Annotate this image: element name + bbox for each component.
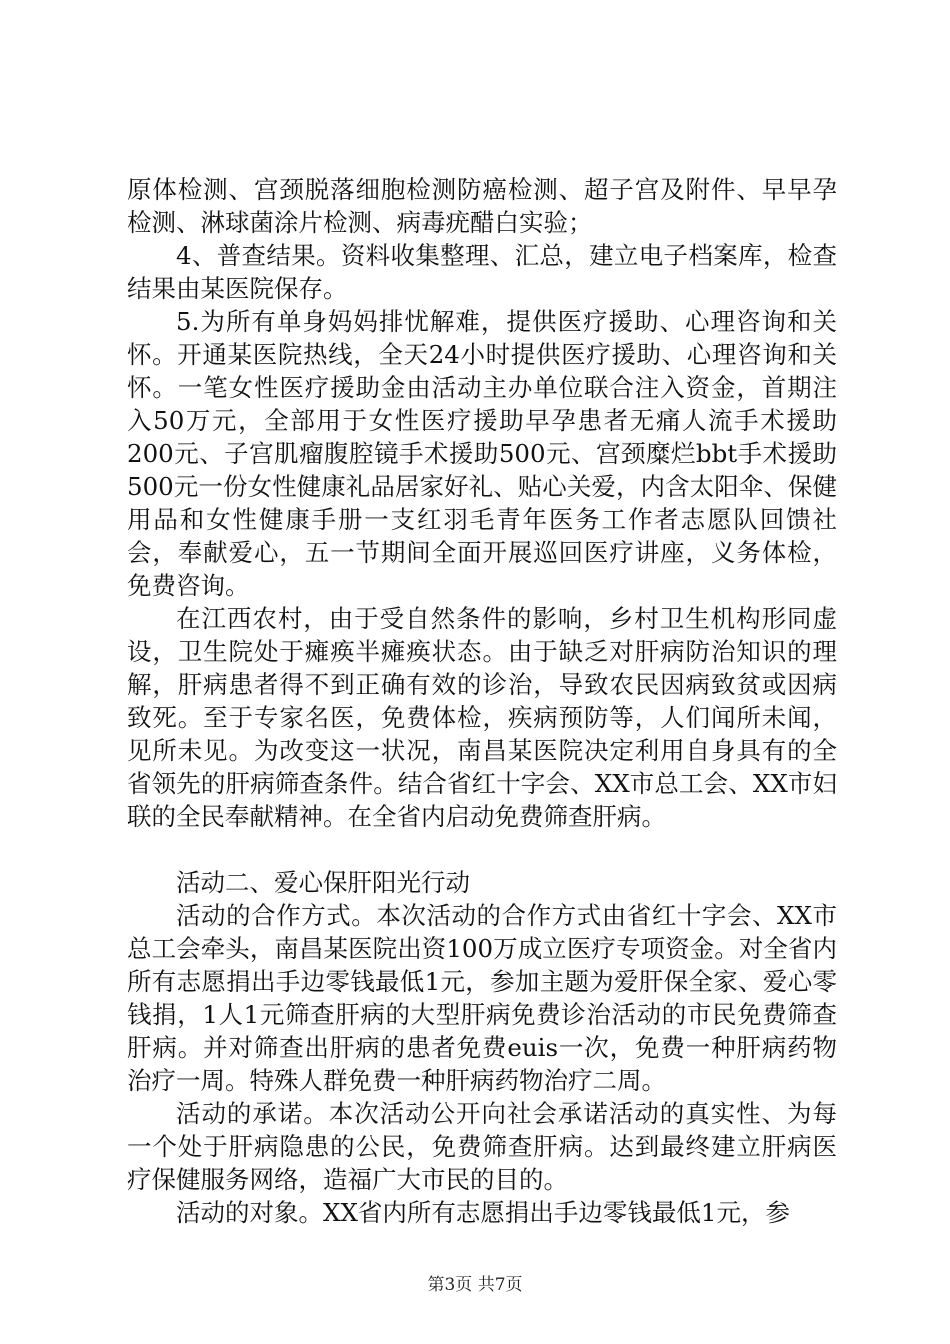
paragraph-7: 活动的对象。XX省内所有志愿捐出手边零钱最低1元，参 [176,1198,790,1227]
paragraph-6: 活动的承诺。本次活动公开向社会承诺活动的真实性、为每一个处于肝病隐患的公民，免费筛查肝病。达到最终建立肝病医疗保健服务网络，造福广大市民的目的。 [127,1099,837,1194]
paragraph-3: 5.为所有单身妈妈排忧解难，提供医疗援助、心理咨询和关怀。开通某医院热线，全天24小时提供医疗援助、心理咨询和关怀。一笔女性医疗援助金由活动主办单位联合注入资金，首期注入50万元，全部用于女性医疗援助早孕患者无痛人流手术援助200元、子宫肌瘤腹腔镜手术援助500元、宫颈糜烂bbt手术援助500元一份女性健康礼品居家好礼、贴心关爱，内含太阳伞、保健用品和女性健康手册一支红羽毛青年医务工作者志愿队回馈社会，奉献爱心，五一节期间全面开展巡回医疗讲座，义务体检，免费咨询。 [127,307,837,600]
paragraph-1: 原体检测、宫颈脱落细胞检测防癌检测、超子宫及附件、早早孕检测、淋球菌涂片检测、病毒疣醋白实验； [127,175,837,237]
document-body [127,173,837,1229]
paragraph-2: 4、普查结果。资料收集整理、汇总，建立电子档案库，检查结果由某医院保存。 [127,241,837,303]
section-heading: 活动二、爱心保肝阳光行动 [176,868,470,897]
page-footer: 第3页 共7页 [427,1275,523,1295]
paragraph-5: 活动的合作方式。本次活动的合作方式由省红十字会、XX市总工会牵头，南昌某医院出资100万成立医疗专项资金。对全省内所有志愿捐出手边零钱最低1元，参加主题为爱肝保全家、爱心零钱捐，1人1元筛查肝病的大型肝病免费诊治活动的市民免费筛查肝病。并对筛查出肝病的患者免费euis一次，免费一种肝病药物治疗一周。特殊人群免费一种肝病药物治疗二周。 [127,901,837,1095]
paragraph-4: 在江西农村，由于受自然条件的影响，乡村卫生机构形同虚设，卫生院处于瘫痪半瘫痪状态。由于缺乏对肝病防治知识的理解，肝病患者得不到正确有效的诊治，导致农民因病致贫或因病致死。至于专家名医，免费体检，疾病预防等，人们闻所未闻，见所未见。为改变这一状况，南昌某医院决定利用自身具有的全省领先的肝病筛查条件。结合省红十字会、XX市总工会、XX市妇联的全民奉献精神。在全省内启动免费筛查肝病。 [127,604,837,831]
paragraph-spacer [127,833,837,866]
